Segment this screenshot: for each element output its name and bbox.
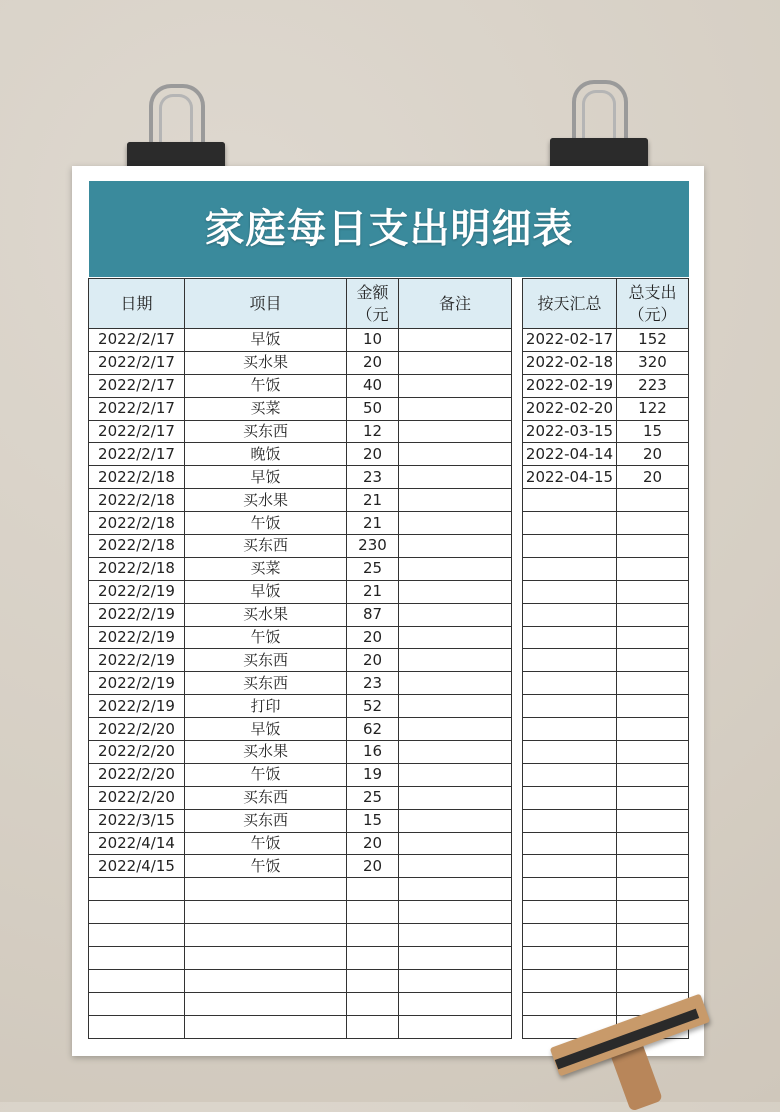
cell-total: 223 — [617, 374, 689, 397]
table-row — [523, 763, 689, 786]
table-row — [89, 603, 512, 626]
cell-total — [617, 512, 689, 535]
cell-day — [523, 947, 617, 970]
cell-date: 2022/2/18 — [89, 557, 185, 580]
cell-total — [617, 718, 689, 741]
cell-total — [617, 947, 689, 970]
cell-day — [523, 718, 617, 741]
cell-date: 2022/2/17 — [89, 329, 185, 352]
cell-note — [399, 992, 512, 1015]
expense-detail-table — [88, 278, 512, 1039]
table-row — [89, 878, 512, 901]
page-title: 家庭每日支出明细表 — [204, 206, 574, 252]
table-row — [523, 741, 689, 764]
cell-note — [399, 489, 512, 512]
cell-amount: 20 — [347, 443, 399, 466]
cell-total — [617, 924, 689, 947]
cell-day — [523, 489, 617, 512]
cell-note — [399, 626, 512, 649]
cell-item: 早饭 — [185, 466, 347, 489]
cell-item: 午饭 — [185, 832, 347, 855]
table-row — [523, 649, 689, 672]
cell-amount: 40 — [347, 374, 399, 397]
cell-amount: 12 — [347, 420, 399, 443]
cell-amount — [347, 901, 399, 924]
cell-day — [523, 649, 617, 672]
table-row — [523, 351, 689, 374]
cell-day — [523, 924, 617, 947]
cell-item: 买东西 — [185, 786, 347, 809]
cell-amount: 16 — [347, 741, 399, 764]
cell-item: 午饭 — [185, 763, 347, 786]
cell-date: 2022/2/17 — [89, 420, 185, 443]
cell-date: 2022/2/20 — [89, 786, 185, 809]
cell-date — [89, 878, 185, 901]
cell-item: 买菜 — [185, 557, 347, 580]
cell-total — [617, 763, 689, 786]
table-row — [523, 557, 689, 580]
cell-total — [617, 535, 689, 558]
cell-item — [185, 969, 347, 992]
cell-day: 2022-04-14 — [523, 443, 617, 466]
cell-item: 午饭 — [185, 512, 347, 535]
cell-date: 2022/2/18 — [89, 466, 185, 489]
cell-amount: 20 — [347, 626, 399, 649]
cell-item: 买水果 — [185, 489, 347, 512]
table-row — [89, 924, 512, 947]
cell-date: 2022/2/17 — [89, 374, 185, 397]
table-row — [523, 626, 689, 649]
column-header-total: 总支出（元） — [617, 279, 689, 329]
table-row — [523, 580, 689, 603]
cell-date — [89, 947, 185, 970]
table-row — [89, 855, 512, 878]
cell-note — [399, 763, 512, 786]
column-header-day-summary: 按天汇总 — [523, 279, 617, 329]
table-row — [89, 466, 512, 489]
cell-note — [399, 420, 512, 443]
cell-item: 买菜 — [185, 397, 347, 420]
table-row — [89, 832, 512, 855]
table-row — [89, 351, 512, 374]
table-row — [89, 374, 512, 397]
cell-day — [523, 626, 617, 649]
cell-amount — [347, 1015, 399, 1038]
table-row — [89, 557, 512, 580]
cell-date: 2022/4/15 — [89, 855, 185, 878]
table-row — [89, 809, 512, 832]
cell-day — [523, 786, 617, 809]
cell-amount: 25 — [347, 786, 399, 809]
table-row — [523, 878, 689, 901]
cell-date: 2022/4/14 — [89, 832, 185, 855]
cell-item — [185, 947, 347, 970]
table-row — [523, 329, 689, 352]
cell-total: 15 — [617, 420, 689, 443]
cell-date: 2022/2/17 — [89, 443, 185, 466]
table-row — [89, 1015, 512, 1038]
cell-amount: 87 — [347, 603, 399, 626]
cell-day — [523, 557, 617, 580]
table-row — [89, 580, 512, 603]
table-row — [89, 901, 512, 924]
cell-amount: 20 — [347, 855, 399, 878]
cell-total: 20 — [617, 466, 689, 489]
cell-date — [89, 992, 185, 1015]
table-row — [89, 763, 512, 786]
cell-note — [399, 809, 512, 832]
table-row — [523, 535, 689, 558]
cell-amount: 15 — [347, 809, 399, 832]
cell-date: 2022/2/18 — [89, 512, 185, 535]
cell-total — [617, 489, 689, 512]
cell-note — [399, 969, 512, 992]
table-row — [89, 397, 512, 420]
cell-note — [399, 718, 512, 741]
cell-total — [617, 741, 689, 764]
cell-note — [399, 397, 512, 420]
cell-date — [89, 901, 185, 924]
cell-amount: 21 — [347, 489, 399, 512]
table-row — [523, 512, 689, 535]
cell-total: 320 — [617, 351, 689, 374]
cell-day: 2022-02-17 — [523, 329, 617, 352]
cell-item: 买东西 — [185, 672, 347, 695]
table-row — [89, 992, 512, 1015]
cell-total — [617, 603, 689, 626]
cell-item: 早饭 — [185, 580, 347, 603]
expense-sheet — [72, 166, 704, 1056]
column-header-note: 备注 — [399, 279, 512, 329]
cell-amount: 52 — [347, 695, 399, 718]
cell-total — [617, 672, 689, 695]
table-row — [89, 695, 512, 718]
cell-total: 20 — [617, 443, 689, 466]
table-row — [89, 443, 512, 466]
cell-note — [399, 1015, 512, 1038]
daily-summary-table — [522, 278, 689, 1039]
cell-date: 2022/2/20 — [89, 718, 185, 741]
cell-note — [399, 512, 512, 535]
cell-day — [523, 809, 617, 832]
cell-item — [185, 992, 347, 1015]
cell-date: 2022/2/17 — [89, 397, 185, 420]
cell-item: 早饭 — [185, 718, 347, 741]
cell-amount — [347, 924, 399, 947]
cell-note — [399, 374, 512, 397]
table-row — [89, 786, 512, 809]
cell-amount: 62 — [347, 718, 399, 741]
cell-day — [523, 832, 617, 855]
cell-total — [617, 901, 689, 924]
cell-amount: 10 — [347, 329, 399, 352]
cell-date: 2022/2/19 — [89, 649, 185, 672]
cell-date: 2022/2/19 — [89, 672, 185, 695]
cell-item: 晚饭 — [185, 443, 347, 466]
table-row — [523, 374, 689, 397]
cell-note — [399, 878, 512, 901]
table-header-row — [89, 279, 512, 329]
table-row — [523, 947, 689, 970]
cell-note — [399, 557, 512, 580]
cell-amount: 20 — [347, 649, 399, 672]
cell-note — [399, 741, 512, 764]
cell-item: 打印 — [185, 695, 347, 718]
table-row — [89, 512, 512, 535]
cell-date: 2022/2/17 — [89, 351, 185, 374]
cell-item: 买水果 — [185, 741, 347, 764]
cell-note — [399, 443, 512, 466]
cell-note — [399, 924, 512, 947]
cell-total — [617, 649, 689, 672]
table-row — [89, 535, 512, 558]
cell-day — [523, 535, 617, 558]
cell-day: 2022-02-20 — [523, 397, 617, 420]
cell-item: 早饭 — [185, 329, 347, 352]
cell-item: 午饭 — [185, 374, 347, 397]
table-row — [523, 397, 689, 420]
cell-day — [523, 512, 617, 535]
cell-day — [523, 741, 617, 764]
column-header-item: 项目 — [185, 279, 347, 329]
cell-note — [399, 351, 512, 374]
cell-note — [399, 901, 512, 924]
cell-amount — [347, 969, 399, 992]
cell-day — [523, 603, 617, 626]
cell-item: 买东西 — [185, 535, 347, 558]
cell-amount — [347, 878, 399, 901]
cell-amount: 23 — [347, 672, 399, 695]
cell-day — [523, 901, 617, 924]
cell-note — [399, 603, 512, 626]
cell-total — [617, 626, 689, 649]
cell-note — [399, 695, 512, 718]
table-row — [523, 809, 689, 832]
cell-date — [89, 1015, 185, 1038]
table-row — [89, 420, 512, 443]
cell-amount: 50 — [347, 397, 399, 420]
cell-day — [523, 763, 617, 786]
cell-item: 买东西 — [185, 420, 347, 443]
table-row — [89, 969, 512, 992]
table-row — [523, 466, 689, 489]
table-row — [89, 626, 512, 649]
table-row — [523, 443, 689, 466]
table-row — [89, 649, 512, 672]
cell-total — [617, 786, 689, 809]
cell-note — [399, 672, 512, 695]
cell-note — [399, 832, 512, 855]
cell-amount: 21 — [347, 512, 399, 535]
cell-total — [617, 855, 689, 878]
cell-amount: 25 — [347, 557, 399, 580]
column-header-amount: 金额（元 — [347, 279, 399, 329]
cell-date: 2022/2/19 — [89, 603, 185, 626]
table-header-row — [523, 279, 689, 329]
table-row — [89, 489, 512, 512]
cell-item: 买东西 — [185, 649, 347, 672]
table-row — [523, 672, 689, 695]
cell-amount: 230 — [347, 535, 399, 558]
cell-date — [89, 969, 185, 992]
cell-item: 买水果 — [185, 351, 347, 374]
wooden-stamp-icon — [540, 982, 720, 1102]
cell-item: 买水果 — [185, 603, 347, 626]
cell-item — [185, 924, 347, 947]
table-row — [523, 832, 689, 855]
cell-amount: 20 — [347, 832, 399, 855]
cell-date: 2022/2/18 — [89, 535, 185, 558]
cell-item — [185, 878, 347, 901]
cell-date: 2022/2/20 — [89, 763, 185, 786]
cell-item: 午饭 — [185, 855, 347, 878]
cell-note — [399, 329, 512, 352]
cell-note — [399, 535, 512, 558]
cell-day: 2022-03-15 — [523, 420, 617, 443]
cell-amount — [347, 992, 399, 1015]
table-row — [523, 786, 689, 809]
table-row — [523, 489, 689, 512]
cell-total — [617, 832, 689, 855]
cell-amount: 23 — [347, 466, 399, 489]
cell-total — [617, 878, 689, 901]
cell-item: 午饭 — [185, 626, 347, 649]
cell-note — [399, 466, 512, 489]
table-row — [523, 901, 689, 924]
cell-amount: 19 — [347, 763, 399, 786]
table-row — [523, 420, 689, 443]
table-row — [89, 672, 512, 695]
cell-note — [399, 786, 512, 809]
title-banner — [89, 181, 689, 277]
cell-date: 2022/2/19 — [89, 580, 185, 603]
cell-day: 2022-02-18 — [523, 351, 617, 374]
cell-note — [399, 580, 512, 603]
table-row — [89, 741, 512, 764]
cell-total — [617, 695, 689, 718]
cell-total — [617, 557, 689, 580]
cell-date: 2022/2/19 — [89, 626, 185, 649]
cell-day: 2022-04-15 — [523, 466, 617, 489]
cell-amount — [347, 947, 399, 970]
cell-item — [185, 901, 347, 924]
table-row — [523, 718, 689, 741]
table-row — [89, 718, 512, 741]
cell-total: 122 — [617, 397, 689, 420]
cell-date: 2022/2/20 — [89, 741, 185, 764]
cell-date — [89, 924, 185, 947]
cell-amount: 20 — [347, 351, 399, 374]
table-row — [523, 924, 689, 947]
cell-day: 2022-02-19 — [523, 374, 617, 397]
cell-day — [523, 878, 617, 901]
table-row — [523, 695, 689, 718]
cell-total: 152 — [617, 329, 689, 352]
table-row — [89, 329, 512, 352]
cell-total — [617, 809, 689, 832]
cell-day — [523, 672, 617, 695]
cell-amount: 21 — [347, 580, 399, 603]
table-row — [89, 947, 512, 970]
cell-note — [399, 649, 512, 672]
table-row — [523, 603, 689, 626]
cell-date: 2022/3/15 — [89, 809, 185, 832]
cell-item — [185, 1015, 347, 1038]
cell-item: 买东西 — [185, 809, 347, 832]
table-row — [523, 855, 689, 878]
cell-note — [399, 855, 512, 878]
cell-day — [523, 695, 617, 718]
cell-day — [523, 855, 617, 878]
cell-total — [617, 580, 689, 603]
column-header-date: 日期 — [89, 279, 185, 329]
cell-day — [523, 580, 617, 603]
cell-date: 2022/2/19 — [89, 695, 185, 718]
cell-date: 2022/2/18 — [89, 489, 185, 512]
cell-note — [399, 947, 512, 970]
